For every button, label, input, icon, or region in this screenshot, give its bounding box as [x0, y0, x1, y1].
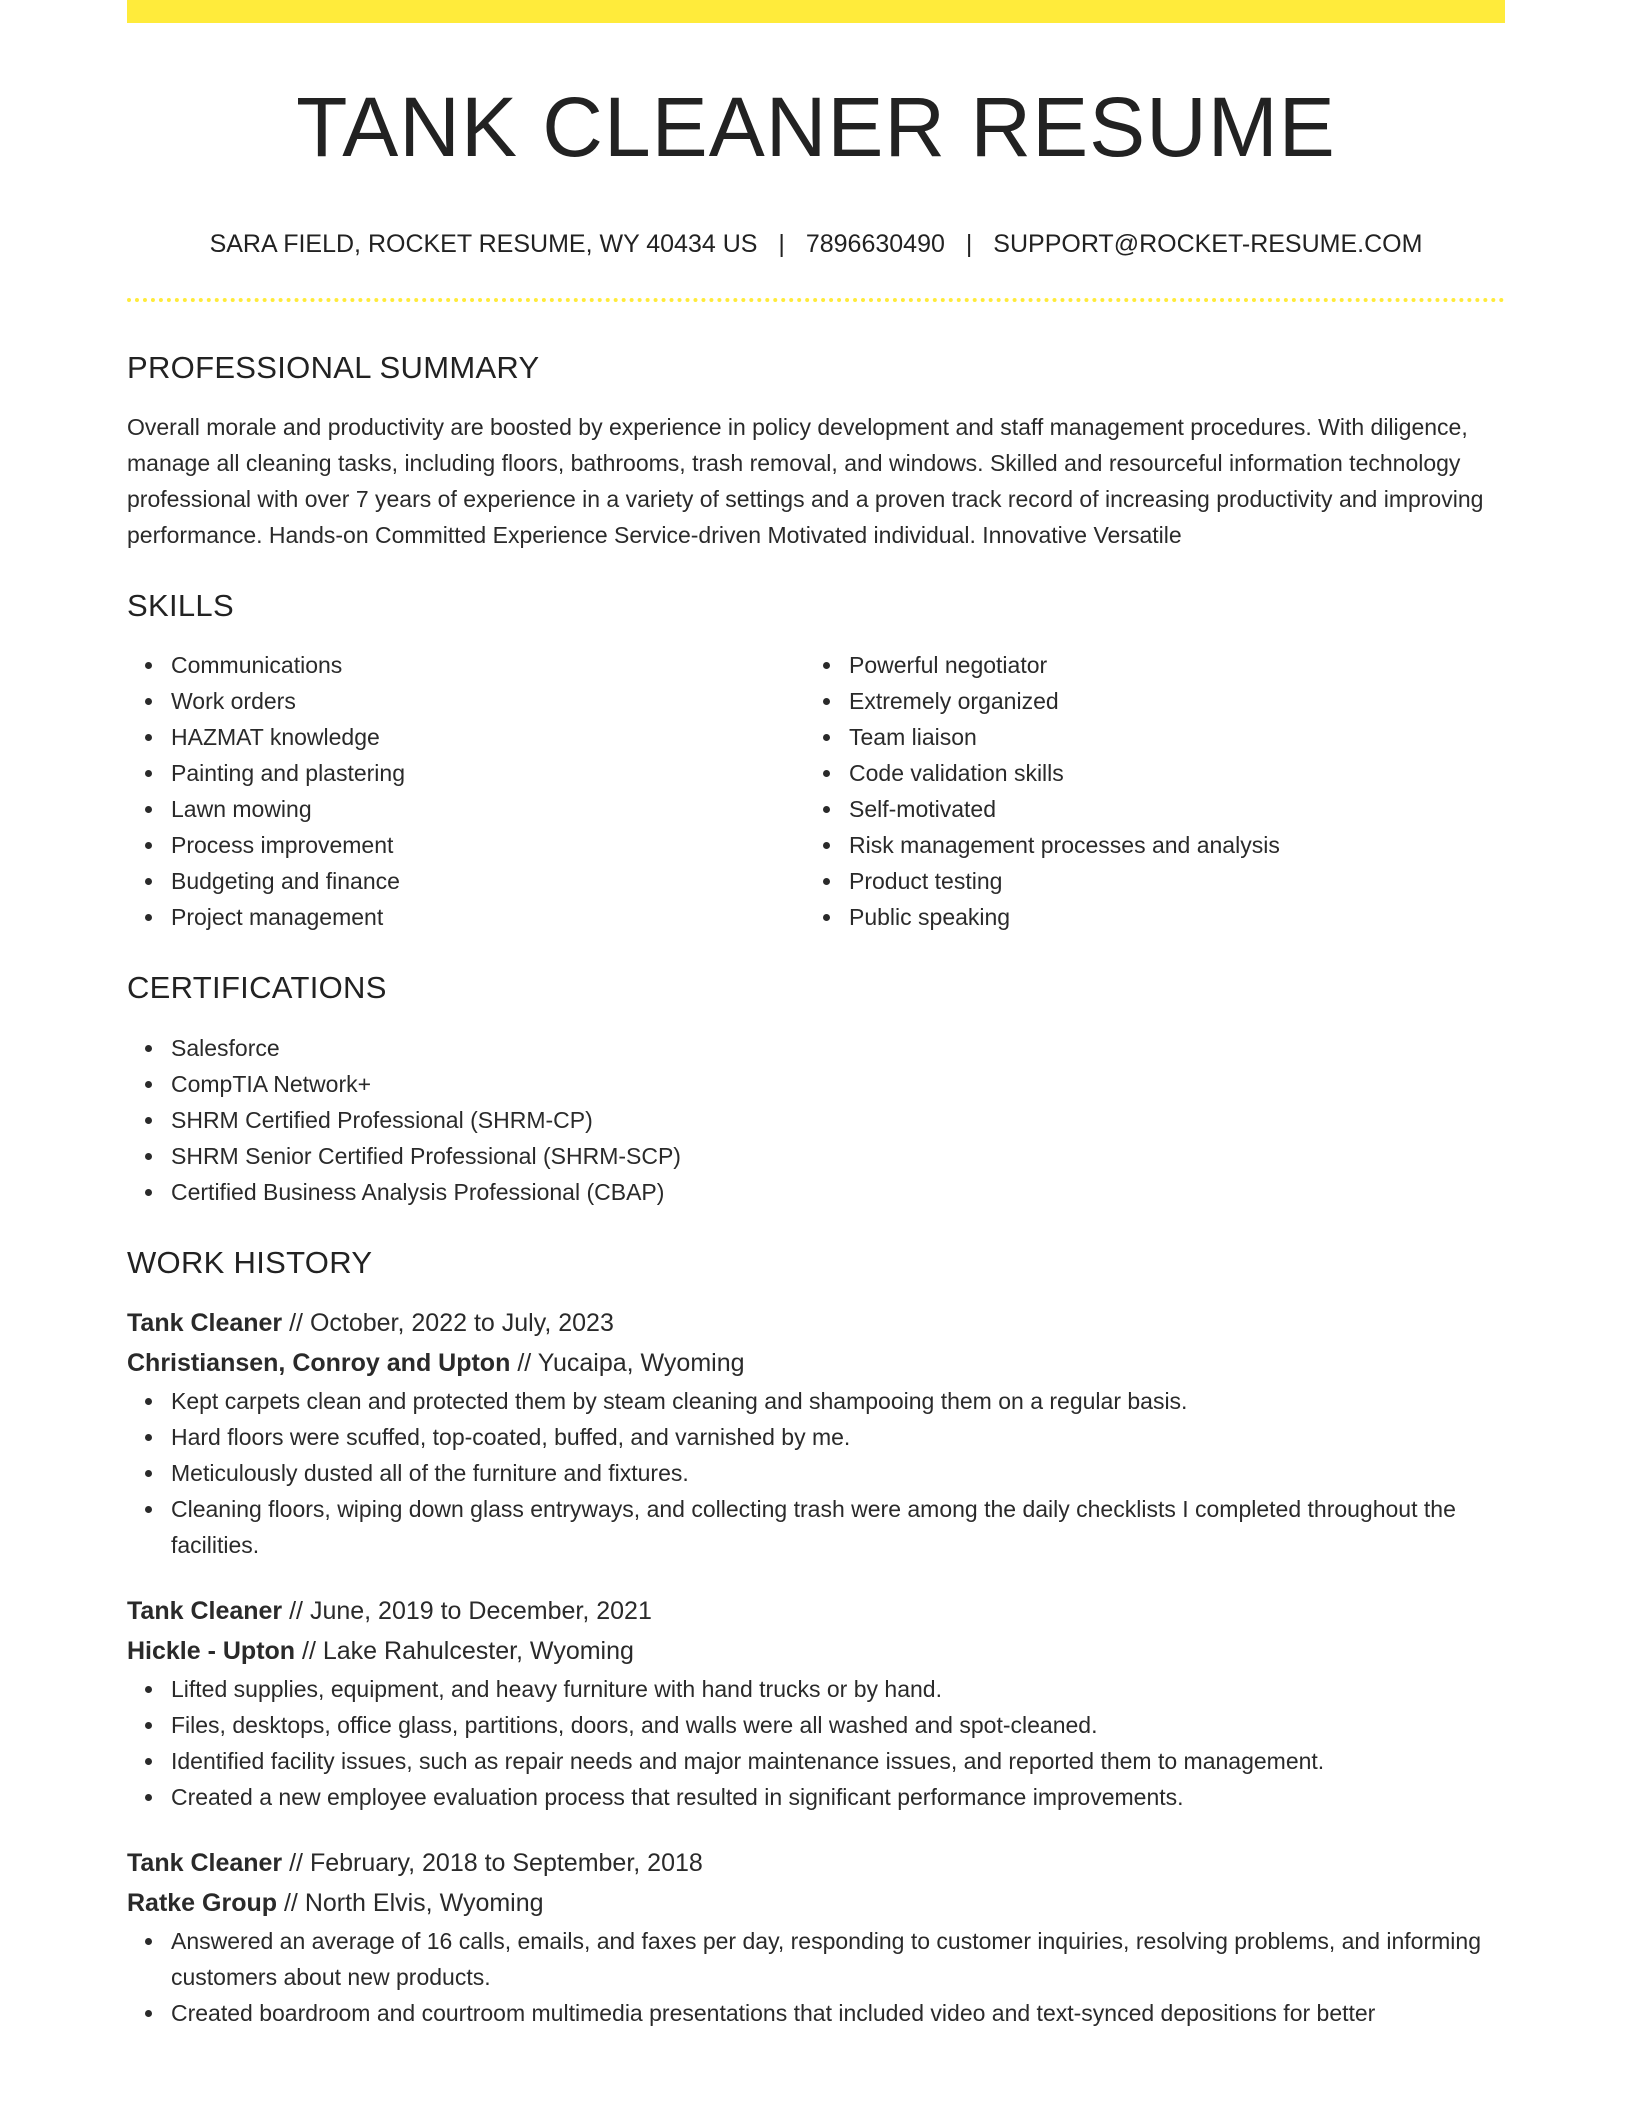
skill-item: [127, 683, 805, 719]
skill-item: [127, 863, 805, 899]
bullet-dot: [145, 878, 152, 885]
certification-item-text: CompTIA Network+: [171, 1070, 372, 1097]
job-location: // Yucaipa, Wyoming: [517, 1348, 745, 1377]
bullet-dot: [823, 770, 830, 777]
bullet-dot: [145, 1045, 152, 1052]
job-dates: // October, 2022 to July, 2023: [289, 1308, 614, 1337]
accent-top-bar: [127, 0, 1505, 23]
jobs-container: [127, 1303, 1505, 2031]
certification-item: [127, 1030, 1505, 1066]
skills-column-left: [127, 647, 805, 935]
job-title-line: [127, 1303, 1505, 1343]
skill-item-text: Public speaking: [849, 904, 1011, 931]
skill-item-text: Budgeting and finance: [171, 868, 400, 895]
dotted-divider: [127, 298, 1505, 302]
job-dates: // June, 2019 to December, 2021: [289, 1596, 652, 1625]
bullet-dot: [145, 662, 152, 669]
skill-item-text: Product testing: [849, 868, 1003, 895]
job-title-line: [127, 1591, 1505, 1631]
job-duty: [127, 1743, 1505, 1779]
work-history-heading: WORK HISTORY: [127, 1244, 373, 1280]
job-duty: [127, 1671, 1505, 1707]
bullet-dot: [145, 2010, 152, 2017]
skill-item: [127, 827, 805, 863]
job-title-line: [127, 1843, 1505, 1883]
job-duties-list: [127, 1671, 1505, 1815]
job-duty: [127, 1419, 1505, 1455]
job-duty-text: Created boardroom and courtroom multimedia presentations that included video and text-synced depositions for better: [171, 1999, 1376, 2026]
job-dates: // February, 2018 to September, 2018: [289, 1848, 703, 1877]
skill-item: [127, 899, 805, 935]
job-company-line: [127, 1631, 1505, 1671]
bullet-dot: [145, 914, 152, 921]
skills-list-right: [805, 647, 1483, 935]
bullet-dot: [145, 734, 152, 741]
contact-separator: |: [965, 230, 973, 258]
job-duty-text: Created a new employee evaluation process that resulted in significant performance improvements.: [171, 1783, 1184, 1810]
bullet-dot: [145, 1153, 152, 1160]
skill-item-text: Risk management processes and analysis: [849, 832, 1280, 859]
job-duty-text: Identified facility issues, such as repair needs and major maintenance issues, and reported them to management.: [171, 1747, 1325, 1774]
job-duty-text: Kept carpets clean and protected them by steam cleaning and shampooing them on a regular basis.: [171, 1387, 1188, 1414]
bullet-dot: [145, 1794, 152, 1801]
bullet-dot: [823, 734, 830, 741]
skill-item-text: Powerful negotiator: [849, 652, 1048, 679]
certification-item-text: Salesforce: [171, 1034, 280, 1061]
job-company-line: [127, 1343, 1505, 1383]
summary-section: [127, 349, 1505, 553]
job-title: Tank Cleaner: [127, 1848, 283, 1877]
skill-item: [805, 755, 1483, 791]
bullet-dot: [145, 1938, 152, 1945]
bullet-dot: [145, 1434, 152, 1441]
contact-address: SARA FIELD, ROCKET RESUME, WY 40434 US: [209, 230, 758, 258]
bullet-dot: [823, 698, 830, 705]
skills-column-right: [805, 647, 1483, 935]
skill-item: [805, 827, 1483, 863]
job-duty-text: Hard floors were scuffed, top-coated, buffed, and varnished by me.: [171, 1423, 851, 1450]
job-duty: [127, 1455, 1505, 1491]
job-location: // North Elvis, Wyoming: [283, 1888, 544, 1917]
contact-phone: 7896630490: [805, 230, 945, 258]
skill-item: [805, 791, 1483, 827]
job-entry: [127, 1303, 1505, 1563]
skill-item: [805, 719, 1483, 755]
bullet-dot: [145, 842, 152, 849]
skill-item-text: Team liaison: [849, 724, 977, 751]
job-title: Tank Cleaner: [127, 1308, 283, 1337]
contact-line: [127, 230, 1505, 259]
skill-item-text: Communications: [171, 652, 343, 679]
bullet-dot: [145, 1758, 152, 1765]
job-duty: [127, 1779, 1505, 1815]
job-title: Tank Cleaner: [127, 1596, 283, 1625]
job-duty-text: Lifted supplies, equipment, and heavy furniture with hand trucks or by hand.: [171, 1675, 942, 1702]
job-entry: [127, 1591, 1505, 1815]
certification-item-text: Certified Business Analysis Professional (CBAP): [171, 1178, 665, 1205]
bullet-dot: [145, 1189, 152, 1196]
summary-heading: PROFESSIONAL SUMMARY: [127, 350, 540, 385]
bullet-dot: [145, 1081, 152, 1088]
skills-list-left: [127, 647, 805, 935]
certification-item: [127, 1102, 1505, 1138]
bullet-dot: [823, 662, 830, 669]
job-company: Ratke Group: [127, 1888, 278, 1917]
summary-text: Overall morale and productivity are boosted by experience in policy development and staff management procedures. With diligence, manage all cleaning tasks, including floors, bathrooms, trash removal, and windows. Skilled and resourceful information technology professional with over 7 years of experience in a variety of settings and a proven track record of increasing productivity and improving performance. Hands-on Committed Experience Service-driven Motivated individual. Innovative Versatile: [127, 414, 1484, 549]
certification-item: [127, 1138, 1505, 1174]
bullet-dot: [823, 842, 830, 849]
certification-item: [127, 1066, 1505, 1102]
bullet-dot: [145, 1470, 152, 1477]
bullet-dot: [823, 914, 830, 921]
contact-email: SUPPORT@ROCKET-RESUME.COM: [993, 230, 1423, 258]
skill-item: [127, 647, 805, 683]
skill-item-text: Painting and plastering: [171, 760, 405, 787]
skill-item-text: Self-motivated: [849, 796, 997, 823]
resume-title: TANK CLEANER RESUME: [296, 80, 1336, 174]
certification-item: [127, 1174, 1505, 1210]
contact-separator: |: [778, 230, 785, 258]
bullet-dot: [145, 806, 152, 813]
skill-item: [805, 647, 1483, 683]
job-duty-text: Files, desktops, office glass, partitions, doors, and walls were all washed and spot-cleaned.: [171, 1711, 1098, 1738]
job-company: Christiansen, Conroy and Upton: [127, 1348, 511, 1377]
job-company-line: [127, 1883, 1505, 1923]
skill-item-text: Code validation skills: [849, 760, 1064, 787]
job-location: // Lake Rahulcester, Wyoming: [302, 1636, 634, 1665]
job-duty: [127, 1707, 1505, 1743]
skill-item: [805, 683, 1483, 719]
skill-item-text: Process improvement: [171, 832, 394, 859]
job-duty: [127, 1491, 1505, 1563]
skill-item: [805, 863, 1483, 899]
job-entry: [127, 1843, 1505, 2031]
skills-grid: [127, 647, 1505, 935]
bullet-dot: [145, 770, 152, 777]
skill-item: [127, 719, 805, 755]
job-duty: [127, 1923, 1505, 1995]
certifications-list: [127, 1030, 1505, 1210]
skill-item: [127, 755, 805, 791]
skills-heading: SKILLS: [127, 588, 234, 624]
skill-item-text: Lawn mowing: [171, 796, 312, 823]
skill-item-text: HAZMAT knowledge: [171, 724, 380, 751]
certification-item-text: SHRM Certified Professional (SHRM-CP): [171, 1106, 593, 1133]
job-duty-text: Answered an average of 16 calls, emails, and faxes per day, responding to customer inquiries, resolving problems, and informing customers about new products.: [171, 1927, 1481, 1990]
certifications-section: [127, 969, 1505, 1209]
certifications-heading: CERTIFICATIONS: [127, 970, 387, 1006]
job-duty-text: Cleaning floors, wiping down glass entryways, and collecting trash were among the daily checklists I completed throughout the facilities.: [171, 1495, 1456, 1558]
bullet-dot: [823, 878, 830, 885]
skill-item-text: Extremely organized: [849, 688, 1059, 715]
job-duty: [127, 1995, 1505, 2031]
bullet-dot: [145, 1117, 152, 1124]
skill-item: [127, 791, 805, 827]
work-history-section: [127, 1244, 1505, 2031]
certification-item-text: SHRM Senior Certified Professional (SHRM-SCP): [171, 1142, 681, 1169]
bullet-dot: [145, 1686, 152, 1693]
bullet-dot: [823, 806, 830, 813]
resume-page: [127, 0, 1505, 2031]
job-duties-list: [127, 1923, 1505, 2031]
bullet-dot: [145, 698, 152, 705]
skills-section: [127, 587, 1505, 935]
skill-item-text: Project management: [171, 904, 384, 931]
bullet-dot: [145, 1398, 152, 1405]
job-duties-list: [127, 1383, 1505, 1563]
bullet-dot: [145, 1722, 152, 1729]
skill-item: [805, 899, 1483, 935]
skill-item-text: Work orders: [171, 688, 296, 715]
bullet-dot: [145, 1506, 152, 1513]
job-duty-text: Meticulously dusted all of the furniture and fixtures.: [171, 1459, 689, 1486]
job-company: Hickle - Upton: [127, 1636, 296, 1665]
job-duty: [127, 1383, 1505, 1419]
